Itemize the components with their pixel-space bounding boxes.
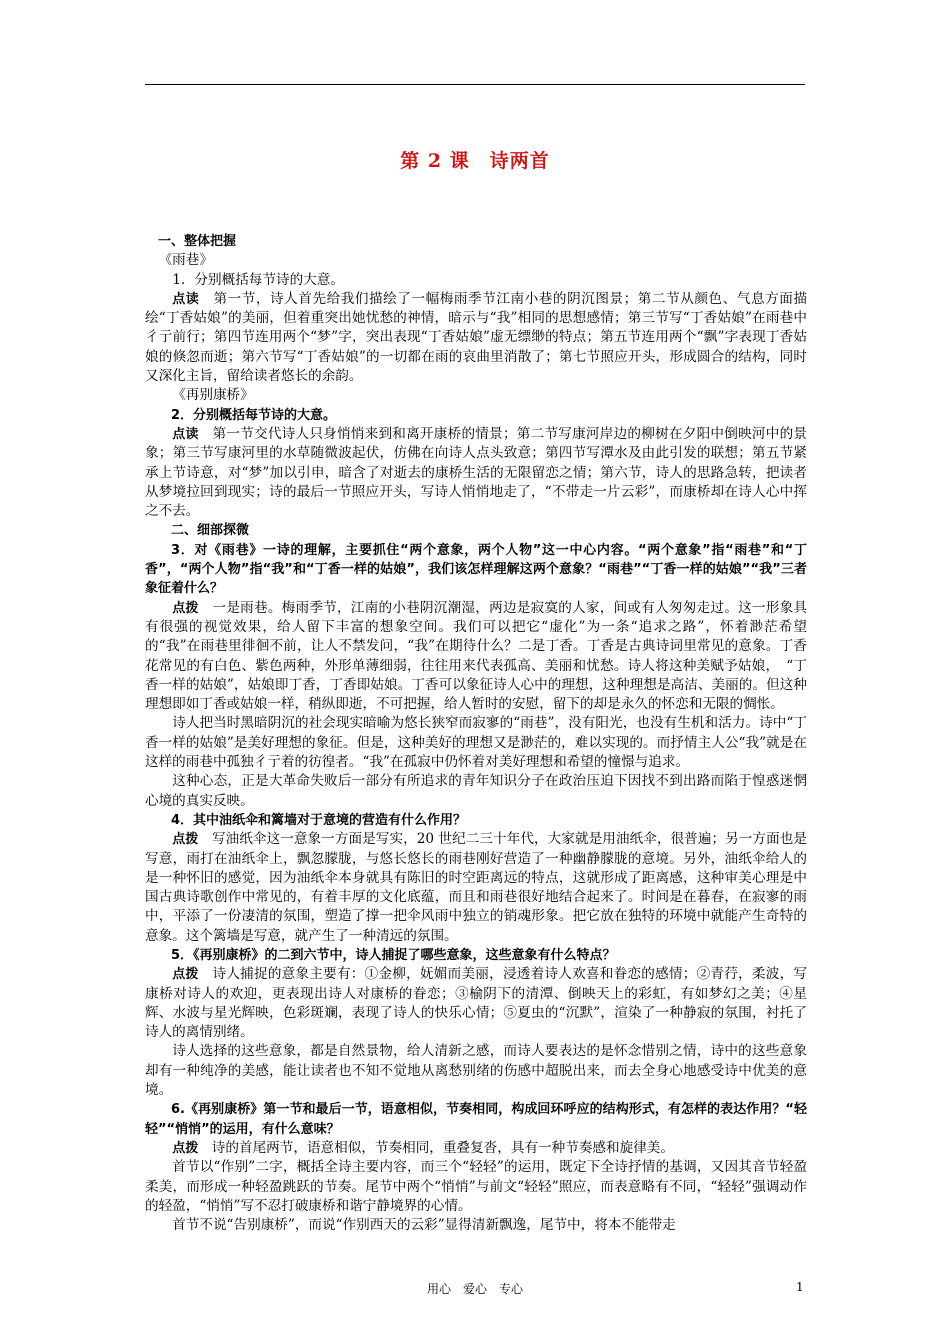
section-heading: 二、细部探微 [171, 523, 250, 539]
section-heading: 一、整体把握 [158, 234, 237, 249]
answer-paragraph [145, 830, 807, 946]
poem-title: 《再别康桥》 [172, 387, 254, 404]
answer-label: 点拨 [172, 832, 199, 848]
poem-title: 《雨巷》 [158, 252, 213, 269]
page-title: 第 2 课 诗两首 [400, 150, 550, 172]
footer-slogan: 用心 爱心 专心 [426, 1282, 523, 1296]
answer-text: 一是雨巷。梅雨季节，江南的小巷阴沉潮湿，两边是寂寞的人家，间或有人匆匆走过。这一形象具有很强的视觉效果，给人留下丰富的想象空间。我们可以把它“虚化”为一条“追求之路”，怀着渺茫希望的“我”在雨巷里徘徊不前，让人不禁发问，“我”在期待什么？二是丁香。丁香是古典诗词里常见的意象。丁香花常见的有白色、紫色两种，外形单薄细弱，往往用来代表孤高、美丽和忧愁。诗人将这种美赋予姑娘， “丁香一样的姑娘”，姑娘即丁香，丁香即姑娘。丁香可以象征诗人心中的理想，这种理想是高洁、美丽的。但这种理想即如丁香或姑娘一样，稍纵即逝，不可把握，给人暂时的安慰，留下的却是永久的怀恋和无限的惆怅。 [145, 599, 807, 713]
answer-label: 点读 [172, 426, 199, 442]
answer-text: 写油纸伞这一意象一方面是写实，20 世纪二三十年代，大家就是用油纸伞，很普遍；另一方面也是写意，雨打在油纸伞上，飘忽朦胧，与悠长悠长的雨巷刚好营造了一种幽静朦胧的意境。另外，油纸伞给人的是一种怀旧的感觉，因为油纸伞本身就具有陈旧的时空距离远的特点，这就形成了距离感，这种审美心理是中国古典诗歌创作中常见的，有着丰厚的文化底蕴，而且和雨巷很好地结合起来了。时间是在暮春，在寂寥的雨中，平添了一份凄清的氛围，塑造了撑一把伞风雨中独立的销魂形象。把它放在独特的环境中就能产生奇特的意象。这个篱墙是写意，就产生了一种清远的氛围。 [145, 831, 807, 944]
answer-label: 点拨 [172, 967, 199, 983]
answer-label: 点读 [172, 291, 200, 307]
answer-paragraph: 首节以“作别”二字，概括全诗主要内容，而三个“轻轻”的运用，既定下全诗抒情的基调，又因其音节轻盈柔美，而形成一种轻盈跳跃的节奏。尾节中两个“悄悄”与前文“轻轻”照应，而表意略有不同，“轻轻”强调动作的轻盈，“悄悄”写不忍打破康桥和谐宁静境界的心情。 [145, 1159, 807, 1214]
question: 3．对《雨巷》一诗的理解，主要抓住“两个意象，两个人物”这一中心内容。“两个意象”指“雨巷”和“丁香”，“两个人物”指“我”和“丁香一样的姑娘”，我们该怎样理解这两个意象？“雨巷”“丁香一样的姑娘”“我”三者象征着什么？ [145, 542, 807, 597]
question: 4．其中油纸伞和篱墙对于意境的营造有什么作用？ [171, 812, 467, 828]
answer-text: 诗的首尾两节，语意相似，节奏相同，重叠复沓，具有一种节奏感和旋律美。 [198, 1139, 674, 1156]
page-number: 1 [796, 1280, 804, 1294]
answer-paragraph [145, 290, 807, 386]
answer-text: 第一节交代诗人只身悄悄来到和离开康桥的情景；第二节写康河岸边的柳树在夕阳中倒映河中的景象；第三节写康河里的水草随微波起伏，仿佛在向诗人点头致意；第四节写潭水及由此引发的联想；第五节紧承上节诗意，对“梦”加以引申，暗含了对逝去的康桥生活的无限留恋之情；第六节，诗人的思路急转，把读者从梦境拉回到现实；诗的最后一节照应开头，写诗人悄悄地走了，“不带走一片云彩”，而康桥却在诗人心中挥之不去。 [145, 425, 807, 520]
answer-paragraph [145, 965, 807, 1042]
answer-paragraph [145, 599, 807, 715]
question: 6.《再别康桥》第一节和最后一节，语意相似，节奏相同，构成回环呼应的结构形式，有怎样的表达作用？“轻轻”“悄悄”的运用，有什么意味？ [145, 1102, 807, 1137]
question: 1．分别概括每节诗的大意。 [172, 271, 344, 288]
question: 5．《再别康桥》的二到六节中，诗人捕捉了哪些意象，这些意象有什么特点？ [171, 947, 616, 963]
answer-label: 点拨 [172, 600, 199, 616]
answer-paragraph [145, 425, 807, 521]
document-body [145, 232, 807, 1235]
answer-paragraph [145, 1139, 807, 1158]
answer-paragraph: 诗人选择的这些意象，都是自然景物，给人清新之感，而诗人要表达的是怀念惜别之情，诗中的这些意象却有一种纯净的美感，能让读者也不知不觉地从离愁别绪的伤感中超脱出来，而去全身心地感受诗中优美的意境。 [145, 1043, 807, 1099]
answer-paragraph: 诗人把当时黑暗阴沉的社会现实暗喻为悠长狭窄而寂寥的“雨巷”，没有阳光，也没有生机和活力。诗中“丁香一样的姑娘”是美好理想的象征。但是，这种美好的理想又是渺茫的，难以实现的。而抒情主人公“我”就是在这样的雨巷中孤独彳亍着的彷徨者。“我”在孤寂中仍怀着对美好理想和希望的憧憬与追求。 [145, 715, 807, 771]
question: 2．分别概括每节诗的大意。 [171, 407, 337, 423]
answer-label: 点拨 [172, 1140, 199, 1156]
answer-text: 第一节，诗人首先给我们描绘了一幅梅雨季节江南小巷的阴沉图景；第二节从颜色、气息方面描绘“丁香姑娘”的美丽，但着重突出她忧愁的神情，暗示与“我”相同的思想感情；第三节写“丁香姑娘”在雨巷中彳亍前行；第四节连用两个“梦”字，突出表现“丁香姑娘”虚无缥缈的特点；第五节连用两个“飘”字表现丁香姑娘的倏忽而逝；第六节写“丁香姑娘”的一切都在雨的哀曲里消散了；第七节照应开头，形成圆合的结构，同时又深化主旨，留给读者悠长的余韵。 [145, 290, 807, 385]
header-rule [145, 84, 805, 85]
answer-paragraph: 首节不说“告别康桥”，而说“作别西天的云彩”显得清新飘逸，尾节中，将本不能带走 [172, 1217, 676, 1234]
answer-paragraph: 这种心态，正是大革命失败后一部分有所追求的青年知识分子在政治压迫下因找不到出路而陷于惶惑迷惘心境的真实反映。 [145, 773, 807, 809]
answer-text: 诗人捕捉的意象主要有：①金柳，妩媚而美丽，浸透着诗人欢喜和眷恋的感情；②青荇，柔波，写康桥对诗人的欢迎，更表现出诗人对康桥的眷恋；③榆阴下的清潭、倒映天上的彩虹，有如梦幻之美；④星辉、水波与星光辉映，色彩斑斓，表现了诗人的快乐心情；⑤夏虫的“沉默”，渲染了一种静寂的氛围，衬托了诗人的离情别绪。 [145, 966, 807, 1041]
